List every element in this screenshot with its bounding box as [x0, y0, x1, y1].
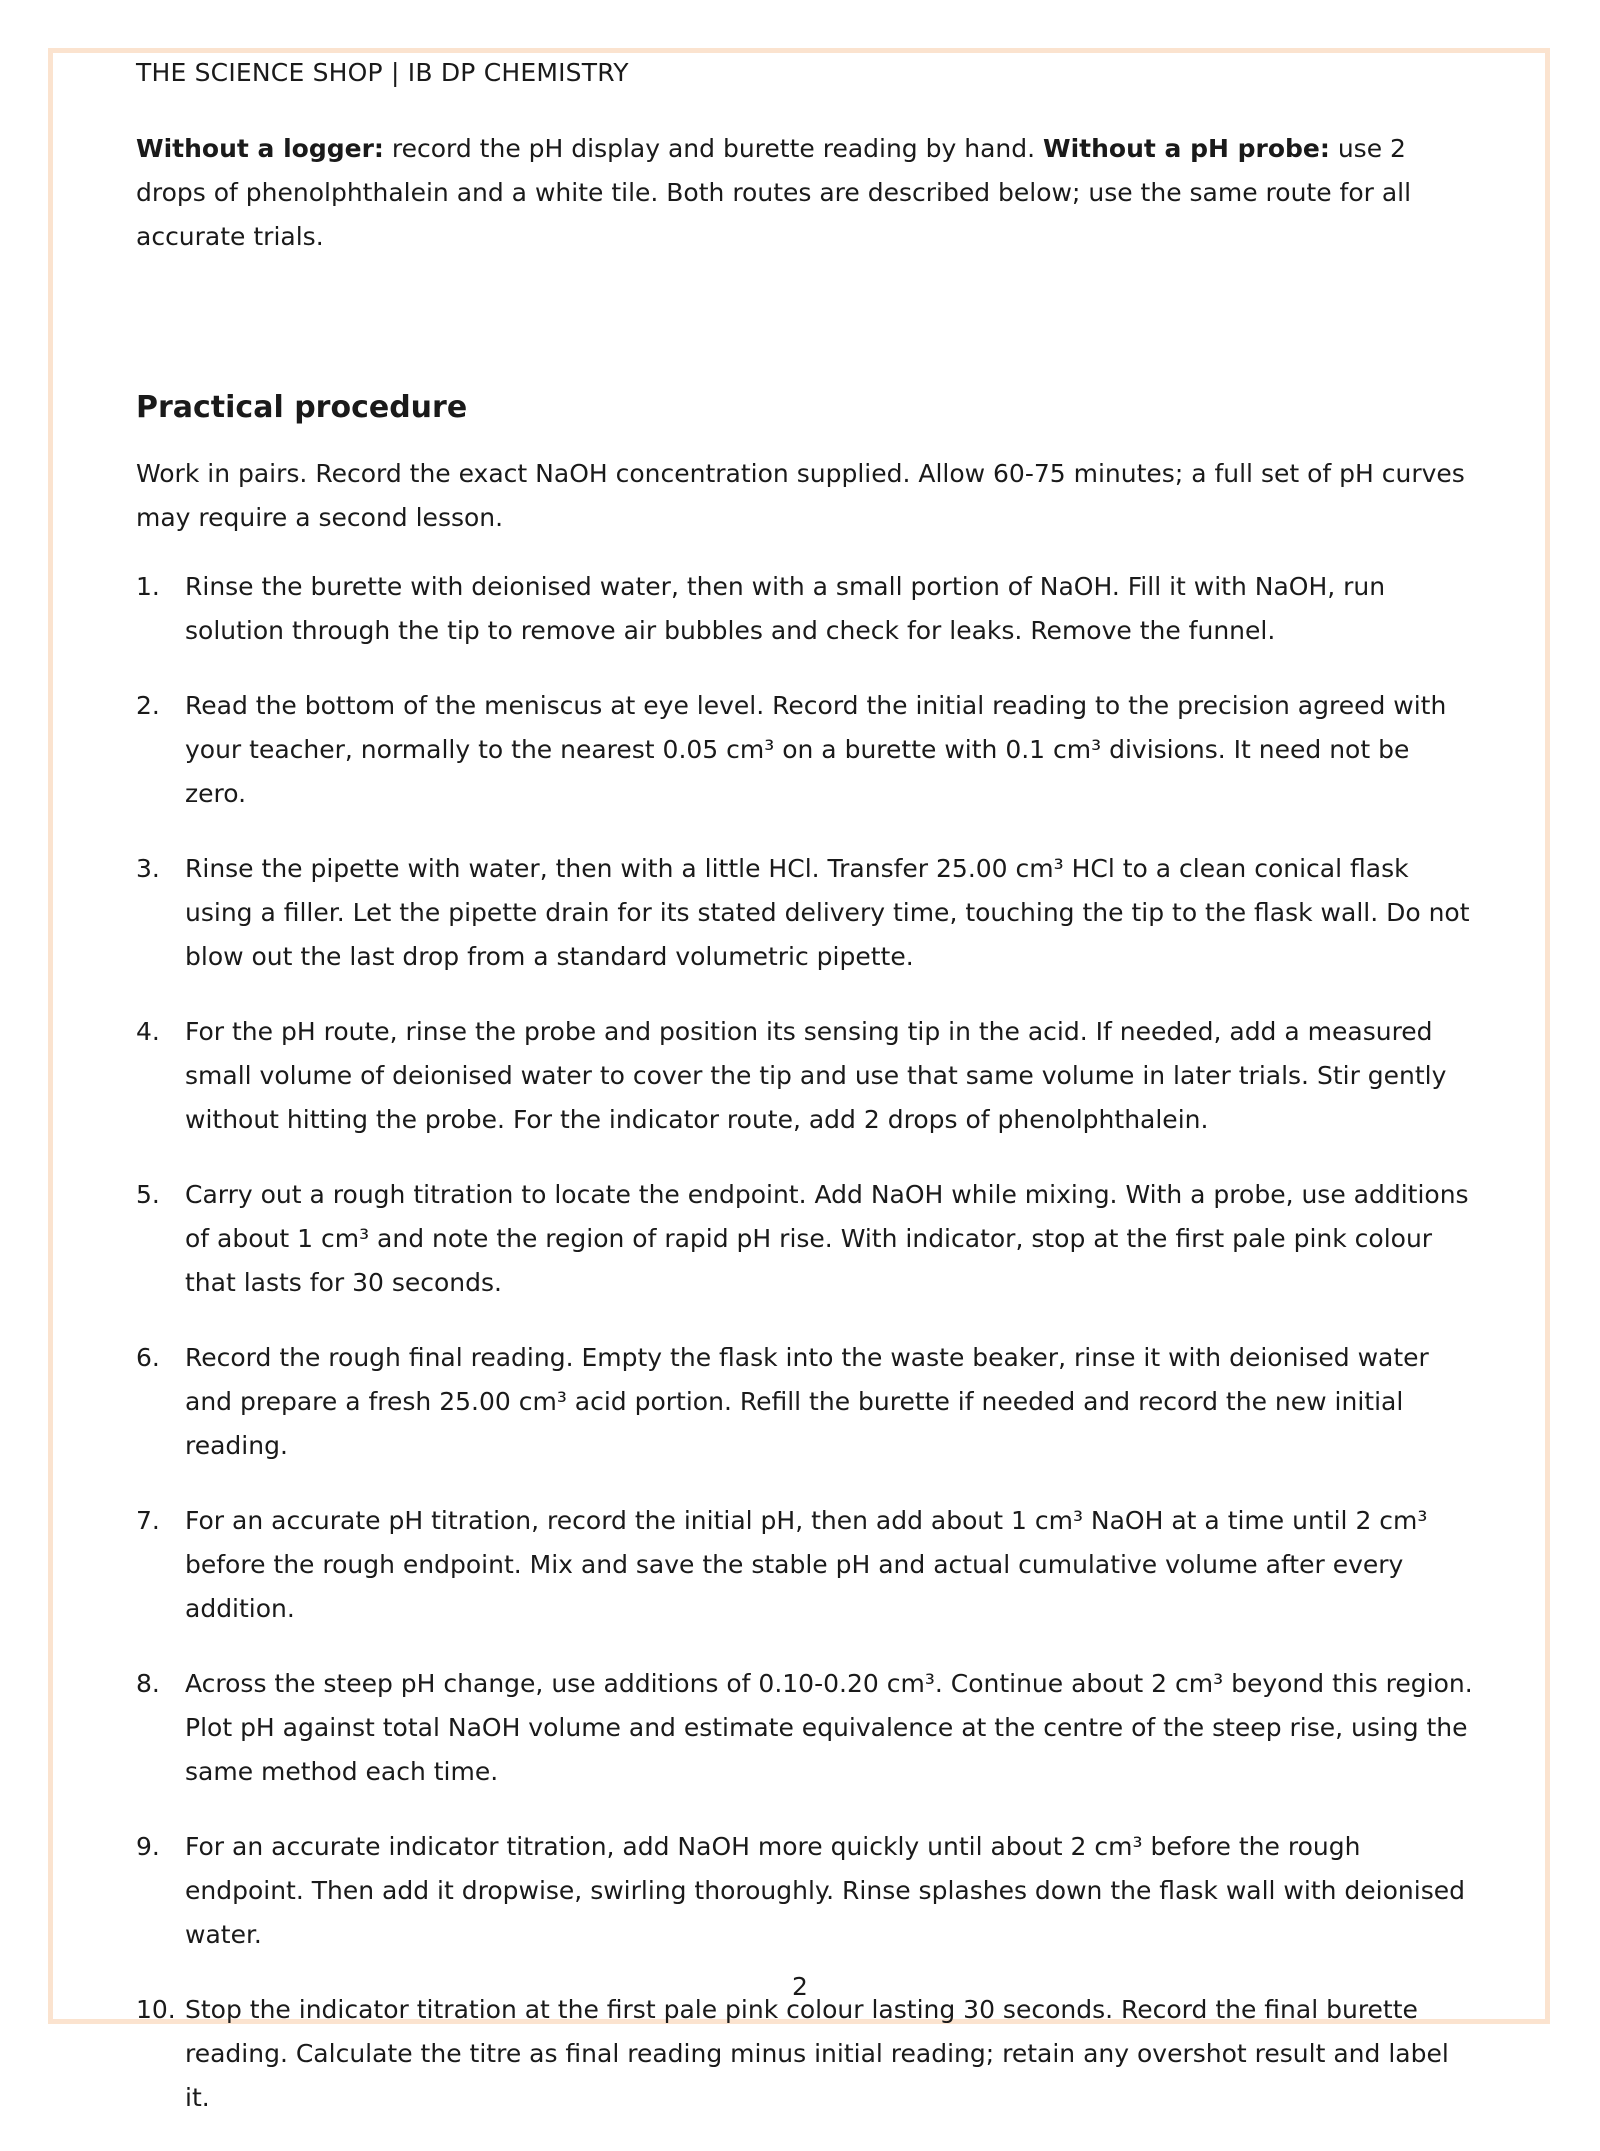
logger-text: record the pH display and burette reading by hand.	[383, 134, 1044, 163]
step-number: 9.	[136, 1832, 160, 1861]
step-number: 1.	[136, 572, 160, 601]
section-heading: Practical procedure	[136, 390, 468, 425]
step-text: Rinse the burette with deionised water, then with a small portion of NaOH. Fill it with NaOH, run solution through the tip to remove air bubbles and check for leaks. Remove the funnel.	[185, 572, 1386, 645]
procedure-step	[136, 684, 1476, 816]
probe-text: use 2 drops of phenolphthalein and a white tile. Both routes are described below; use the same route for all accurate trials.	[136, 134, 1412, 251]
intro-note	[136, 127, 1476, 259]
step-text: Rinse the pipette with water, then with a little HCl. Transfer 25.00 cm³ HCl to a clean conical flask using a filler. Let the pipette drain for its stated delivery time, touching the tip to the flask wall. Do not blow out the last drop from a standard volumetric pipette.	[185, 854, 1470, 971]
procedure-step	[136, 1988, 1476, 2120]
step-text: Carry out a rough titration to locate the endpoint. Add NaOH while mixing. With a probe, use additions of about 1 cm³ and note the region of rapid pH rise. With indicator, stop at the first pale pink colour that lasts for 30 seconds.	[185, 1180, 1469, 1297]
step-number: 3.	[136, 854, 160, 883]
procedure-step	[136, 565, 1476, 653]
step-text: Stop the indicator titration at the first pale pink colour lasting 30 seconds. Record the final burette reading. Calculate the titre as final reading minus initial reading; retain any overshot result and label it.	[185, 1995, 1449, 2112]
step-number: 10.	[136, 1995, 176, 2024]
procedure-step	[136, 1010, 1476, 1142]
step-number: 7.	[136, 1506, 160, 1535]
step-text: For an accurate indicator titration, add NaOH more quickly until about 2 cm³ before the rough endpoint. Then add it dropwise, swirling thoroughly. Rinse splashes down the flask wall with deionised water.	[185, 1832, 1465, 1949]
step-number: 5.	[136, 1180, 160, 1209]
step-number: 6.	[136, 1343, 160, 1372]
procedure-steps	[136, 565, 1476, 2120]
step-number: 2.	[136, 691, 160, 720]
logger-label: Without a logger:	[136, 134, 384, 163]
probe-label: Without a pH probe:	[1043, 134, 1330, 163]
running-header: THE SCIENCE SHOP | IB DP CHEMISTRY	[136, 58, 629, 87]
procedure-step	[136, 847, 1476, 979]
step-text: Across the steep pH change, use additions of 0.10-0.20 cm³. Continue about 2 cm³ beyond this region. Plot pH against total NaOH volume and estimate equivalence at the centre of the steep rise, using the same method each time.	[185, 1669, 1473, 1786]
step-text: For the pH route, rinse the probe and position its sensing tip in the acid. If needed, add a measured small volume of deionised water to cover the tip and use that same volume in later trials. Stir gently without hitting the probe. For the indicator route, add 2 drops of phenolphthalein.	[185, 1017, 1447, 1134]
step-number: 4.	[136, 1017, 160, 1046]
procedure-step	[136, 1499, 1476, 1631]
procedure-step	[136, 1825, 1476, 1957]
procedure-step	[136, 1336, 1476, 1468]
section-intro: Work in pairs. Record the exact NaOH concentration supplied. Allow 60-75 minutes; a full set of pH curves may require a second lesson.	[136, 459, 1465, 532]
step-text: Record the rough final reading. Empty the flask into the waste beaker, rinse it with deionised water and prepare a fresh 25.00 cm³ acid portion. Refill the burette if needed and record the new initial reading.	[185, 1343, 1429, 1460]
step-number: 8.	[136, 1669, 160, 1698]
procedure-step	[136, 1662, 1476, 1794]
page-content	[136, 127, 1476, 2151]
step-text: For an accurate pH titration, record the initial pH, then add about 1 cm³ NaOH at a time until 2 cm³ before the rough endpoint. Mix and save the stable pH and actual cumulative volume after every addition.	[185, 1506, 1428, 1623]
page-number: 2	[792, 1972, 808, 2001]
step-text: Read the bottom of the meniscus at eye level. Record the initial reading to the precision agreed with your teacher, normally to the nearest 0.05 cm³ on a burette with 0.1 cm³ divisions. It need not be zero.	[185, 691, 1447, 808]
procedure-step	[136, 1173, 1476, 1305]
